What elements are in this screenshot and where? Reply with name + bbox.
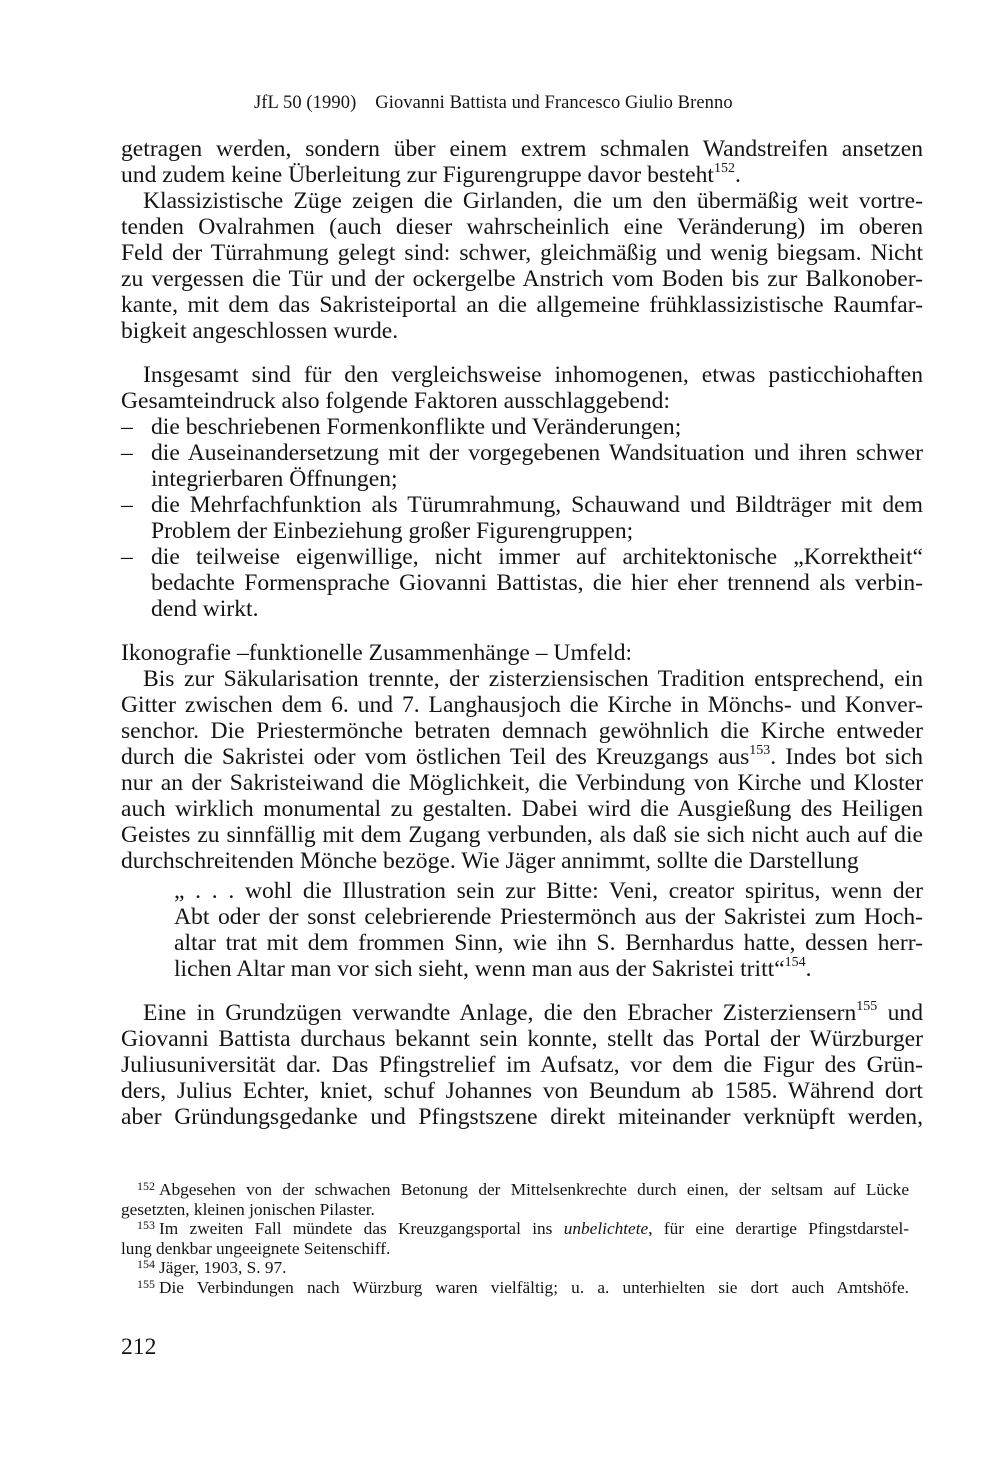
footnote-154 bbox=[121, 1258, 909, 1278]
list-item-text: die Mehrfachfunktion als Türumrahmung, Schauwand und Bildträger mit dem bbox=[151, 492, 923, 518]
dash-bullet: – bbox=[121, 544, 133, 570]
text-run: lichen Altar man vor sich sieht, wenn man aus der Sakristei tritt“ bbox=[174, 956, 785, 982]
list-item bbox=[121, 414, 923, 440]
paragraph-line: Klassizistische Züge zeigen die Girlanden, die um den übermäßig weit vortre- bbox=[143, 188, 923, 214]
quote-line: altar trat mit dem frommen Sinn, wie ihn S. Bernhardus hatte, dessen herr- bbox=[174, 930, 923, 956]
paragraph-gap bbox=[121, 982, 923, 1000]
paragraph-gap bbox=[121, 344, 923, 362]
paragraph-line: senchor. Die Priestermönche betraten demnach gewöhnlich die Kirche entweder bbox=[121, 718, 923, 744]
paragraph-line: getragen werden, sondern über einem extrem schmalen Wandstreifen ansetzen bbox=[121, 136, 923, 162]
footnote-ref[interactable]: 152 bbox=[713, 161, 735, 177]
page-number: 212 bbox=[121, 1334, 157, 1360]
footnote-number: 153 bbox=[137, 1218, 155, 1232]
paragraph-line: Insgesamt sind für den vergleichsweise inhomogenen, etwas pasticchiohaften bbox=[143, 362, 923, 388]
quote-line: Abt oder der sonst celebrierende Priestermönch aus der Sakristei zum Hoch- bbox=[174, 904, 923, 930]
list-item bbox=[121, 544, 923, 570]
list-item-text: die beschriebenen Formenkonflikte und Veränderungen; bbox=[151, 414, 682, 440]
text-run: . Indes bot sich bbox=[770, 744, 923, 770]
text-run: und zudem keine Überleitung zur Figurengruppe davor besteht bbox=[121, 162, 714, 188]
footnote-emphasis: unbelichtete bbox=[563, 1219, 649, 1238]
body-text bbox=[121, 136, 923, 1130]
paragraph-line: Gesamteindruck also folgende Faktoren ausschlaggebend: bbox=[121, 388, 671, 414]
list-item-continuation: integrierbaren Öffnungen; bbox=[151, 466, 398, 492]
footnote-text: , für eine derartige Pfingstdarstel- bbox=[648, 1219, 910, 1238]
paragraph-line bbox=[121, 744, 923, 770]
paragraph-line: kante, mit dem das Sakristeiportal an die allgemeine frühklassizistische Raumfar- bbox=[121, 292, 923, 318]
text-run: und bbox=[877, 1000, 923, 1026]
footnote-153-continuation: lung denkbar ungeeignete Seitenschiff. bbox=[121, 1238, 391, 1258]
list-item-continuation: dend wirkt. bbox=[151, 596, 259, 622]
paragraph-line: Feld der Türrahmung gelegt sind: schwer, gleichmäßig und wenig biegsam. Nicht bbox=[121, 240, 923, 266]
footnote-text: Im zweiten Fall mündete das Kreuzgangsportal ins bbox=[159, 1219, 564, 1238]
paragraph-line: ders, Julius Echter, kniet, schuf Johannes von Beundum ab 1585. Während dort bbox=[121, 1078, 923, 1104]
paragraph-line: Gitter zwischen dem 6. und 7. Langhausjoch die Kirche in Mönchs- und Konver- bbox=[121, 692, 923, 718]
footnote-text: Abgesehen von der schwachen Betonung der Mittelsenkrechte durch einen, der seltsam auf Lücke bbox=[159, 1180, 909, 1199]
footnote-text: Jäger, 1903, S. 97. bbox=[159, 1258, 287, 1277]
paragraph-line bbox=[121, 1000, 923, 1026]
paragraph-line: zu vergessen die Tür und der ockergelbe Anstrich vom Boden bis zur Balkonober- bbox=[121, 266, 923, 292]
footnote-text: Die Verbindungen nach Würzburg waren vielfältig; u. a. unterhielten sie dort auch Amtshöfe. bbox=[159, 1277, 909, 1297]
paragraph-line: tenden Ovalrahmen (auch dieser wahrscheinlich eine Veränderung) im oberen bbox=[121, 214, 923, 240]
quote-line bbox=[121, 956, 923, 982]
paragraph-line: nur an der Sakristeiwand die Möglichkeit, die Verbindung von Kirche und Kloster bbox=[121, 770, 923, 796]
footnote-ref[interactable]: 153 bbox=[749, 743, 771, 759]
running-head: JfL 50 (1990) Giovanni Battista und Francesco Giulio Brenno bbox=[254, 93, 733, 113]
list-item-text: die teilweise eigenwillige, nicht immer auf architektonische „Korrektheit“ bbox=[151, 544, 923, 570]
paragraph-line: Giovanni Battista durchaus bekannt sein konnte, stellt das Portal der Würzburger bbox=[121, 1026, 923, 1052]
dash-bullet: – bbox=[121, 414, 133, 440]
text-run: durch die Sakristei oder vom östlichen Teil des Kreuzgangs aus bbox=[121, 744, 750, 770]
section-heading: Ikonografie –funktionelle Zusammenhänge – Umfeld: bbox=[121, 640, 633, 666]
text-run: . bbox=[734, 162, 741, 188]
text-run: . bbox=[805, 956, 812, 982]
list-item-continuation: Problem der Einbeziehung großer Figurengruppen; bbox=[151, 518, 634, 544]
footnote-155 bbox=[121, 1278, 909, 1298]
dash-bullet: – bbox=[121, 440, 133, 466]
list-item-continuation: bedachte Formensprache Giovanni Battistas, die hier eher trennend als verbin- bbox=[151, 570, 923, 596]
footnote-number: 152 bbox=[137, 1179, 155, 1193]
footnote-152 bbox=[121, 1180, 909, 1200]
footnote-ref[interactable]: 155 bbox=[856, 999, 878, 1015]
footnote-153 bbox=[121, 1219, 909, 1239]
paragraph-line: auch wirklich monumental zu gestalten. Dabei wird die Ausgießung des Heiligen bbox=[121, 796, 923, 822]
text-run: Eine in Grundzügen verwandte Anlage, die den Ebracher Zisterziensern bbox=[143, 1000, 857, 1026]
list-item bbox=[121, 440, 923, 466]
list-item-text: die Auseinandersetzung mit der vorgegebenen Wandsituation und ihren schwer bbox=[151, 440, 923, 466]
paragraph-gap bbox=[121, 622, 923, 640]
paragraph-line: aber Gründungsgedanke und Pfingstszene direkt miteinander verknüpft werden, bbox=[121, 1104, 923, 1130]
paragraph-line: Juliusuniversität dar. Das Pfingstrelief im Aufsatz, vor dem die Figur des Grün- bbox=[121, 1052, 923, 1078]
paragraph-line: durchschreitenden Mönche bezöge. Wie Jäger annimmt, sollte die Darstellung bbox=[121, 848, 859, 874]
list-item bbox=[121, 492, 923, 518]
footnote-number: 155 bbox=[137, 1276, 155, 1291]
paragraph-line: bigkeit angeschlossen wurde. bbox=[121, 318, 399, 344]
footnote-number: 154 bbox=[137, 1257, 155, 1271]
paragraph-line bbox=[121, 162, 923, 188]
footnote-ref[interactable]: 154 bbox=[784, 955, 806, 971]
paragraph-line: Bis zur Säkularisation trennte, der zisterziensischen Tradition entsprechend, ein bbox=[143, 666, 923, 692]
paragraph-line: Geistes zu sinnfällig mit dem Zugang verbunden, als daß sie sich nicht auch auf die bbox=[121, 822, 923, 848]
footnote-152-continuation: gesetzten, kleinen jonischen Pilaster. bbox=[121, 1199, 375, 1219]
dash-bullet: – bbox=[121, 492, 133, 518]
quote-line: „ . . . wohl die Illustration sein zur Bitte: Veni, creator spiritus, wenn der bbox=[174, 878, 923, 904]
footnotes bbox=[121, 1180, 909, 1297]
